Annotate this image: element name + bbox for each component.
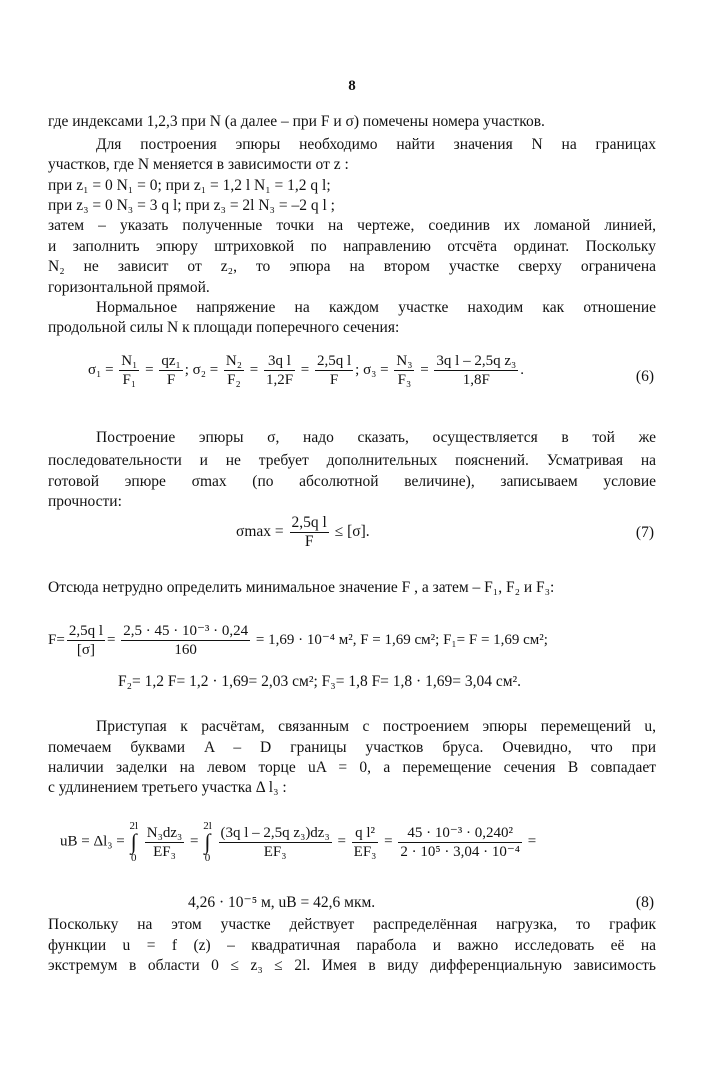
paragraph-line: затем – указать полученные точки на чертеже, соединив их ломаной линией, [48, 217, 656, 234]
paragraph-line: Приступая к расчётам, связанным с построением эпюры перемещений u, [96, 718, 656, 735]
equation-area-line2: F₂= 1,2 F= 1,2 · 1,69= 2,03 см²; F₃= 1,8 F= 1,8 · 1,69= 3,04 см². [118, 673, 522, 690]
paragraph-line: Для построения эпюры необходимо найти значения N на границах [96, 136, 656, 153]
condition-line: при z₃ = 0 N₃ = 3 q l; при z₃ = 2l N₃ = –2 q l ; [48, 197, 335, 214]
paragraph-line: Поскольку на этом участке действует распределённая нагрузка, то график [48, 916, 656, 933]
fraction: $\frac{\text{2,5 · 45 · 10⁻³ · 0,24}}{160}$ [123, 623, 249, 658]
paragraph-line: наличии заделки на левом торце uA = 0, а перемещение сечения В совпадает [48, 759, 656, 776]
paragraph-line: продольной силы N к площади поперечного сечения: [48, 319, 400, 336]
paragraph-line: помечаем буквами A – D границы участков бруса. Очевидно, что при [48, 739, 656, 756]
fraction: $\frac{\text{3q l}}{1,2F}$ [265, 353, 294, 388]
eq-term: σ₁ = [88, 361, 114, 378]
fraction: $\frac{\text{2,5q l}}{[\sigma]}$ [68, 623, 103, 658]
paragraph-line: прочности: [48, 493, 122, 510]
equation-number: (6) [635, 368, 654, 385]
paragraph-line: последовательности и не требует дополнительных пояснений. Усматривая на [48, 452, 656, 469]
condition-line: при z₁ = 0 N₁ = 0; при z₁ = 1,2 l N₁ = 1,2 q l; [48, 177, 331, 194]
eq-term: σ₂ = [192, 361, 219, 378]
fraction: $\frac{\text{N₃dz₃}}{\text{EF₃}}$ [146, 824, 183, 860]
paragraph-line: готовой эпюре σmax (по абсолютной величине), записываем условие [48, 473, 656, 490]
paragraph-line: где индексами 1,2,3 при N (а далее – при F и σ) помечены номера участков. [48, 113, 545, 130]
paragraph-line: N₂ не зависит от z₂, то эпюра на втором участке сверху ограничена [48, 258, 656, 275]
equation-number: (7) [635, 524, 654, 541]
equation-area: F= $\frac{\text{2,5q l}}{[\sigma]}$ = $\frac{\text{2,5 · 45 · 10⁻³ · 0,24}}{160}$ = 1,69 · 10⁻⁴ м², F = 1,69 см²; F₁= F = 1,69 см²; [48, 623, 548, 658]
paragraph-line: с удлинением третьего участка Δ l₃ : [48, 779, 287, 796]
paragraph-line: горизонтальной прямой. [48, 279, 210, 296]
fraction: $\frac{\text{N₃}}{\text{F₃}}$ [396, 353, 413, 388]
integral: 2l ∫ 0 [129, 820, 139, 864]
page-number: 8 [348, 78, 356, 94]
fraction: $\frac{\text{qz₁}}{F}$ [161, 353, 181, 388]
fraction: $\frac{\text{2,5q l}}{F}$ [291, 514, 327, 550]
paragraph-line: Отсюда нетрудно определить минимальное значение F , а затем – F₁, F₂ и F₃: [48, 579, 555, 596]
paragraph-line: участков, где N меняется в зависимости от z : [48, 156, 349, 173]
paragraph-line: функции u = f (z) – квадратичная парабола и важно исследовать её на [48, 937, 656, 954]
fraction: $\frac{\text{N₁}}{\text{F₁}}$ [121, 353, 138, 388]
equation-number: (8) [635, 894, 654, 911]
fraction: $\frac{\text{3q l – 2,5q z₃}}{1,8F}$ [436, 353, 517, 388]
eq-term: σ₃ = [363, 361, 389, 378]
fraction: $\frac{\text{N₂}}{\text{F₂}}$ [225, 353, 242, 388]
paragraph-line: и заполнить эпюру штриховкой по направлению отсчёта ординат. Поскольку [48, 238, 656, 255]
integral: 2l ∫ 0 [203, 820, 212, 864]
equation-8: uB = Δl₃ = 2l ∫ 0 $\frac{\text{N₃dz₃}}{\text{EF₃}}$ = 2l ∫ 0 $\frac{\text{(3q l – 2,5q z₃)dz₃}}{\text{EF₃}}$ = $\frac{\text{q l²}}{\text{EF₃}}$ = $\frac{\text{45 · 10⁻³ · 0,240²}}{\text{2 · 10⁵ · 3,04 · 10⁻⁴}}$ = [60, 820, 537, 864]
fraction: $\frac{\text{2,5q l}}{F}$ [317, 353, 352, 388]
paragraph-line: экстремум в области 0 ≤ z₃ ≤ 2l. Имея в виду дифференциальную зависимость [48, 957, 656, 974]
equation-7: σmax = $\frac{\text{2,5q l}}{F}$ ≤ [σ]. [236, 514, 370, 550]
paragraph-line: Нормальное напряжение на каждом участке находим как отношение [96, 299, 656, 316]
paragraph-line: Построение эпюры σ, надо сказать, осуществляется в той же [96, 429, 656, 446]
fraction: $\frac{\text{(3q l – 2,5q z₃)dz₃}}{\text{EF₃}}$ [220, 824, 330, 860]
fraction: $\frac{\text{q l²}}{\text{EF₃}}$ [353, 824, 377, 860]
equation-6: σ₁ = $\frac{\text{N₁}}{\text{F₁}}$ = $\frac{\text{qz₁}}{F}$ ; σ₂ = $\frac{\text{N₂}}{\text{F₂}}$ = $\frac{\text{3q l}}{1,2F}$ = $\frac{\text{2,5q l}}{F}$ ; σ₃ = $\frac{\text{N₃}}{\text{F₃}}$ = $\frac{\text{3q l – 2,5q z₃}}{1,8F}$ . [88, 353, 524, 388]
equation-8-line2: 4,26 · 10⁻⁵ м, uB = 42,6 мкм. [188, 894, 376, 911]
fraction: $\frac{\text{45 · 10⁻³ · 0,240²}}{\text{2 · 10⁵ · 3,04 · 10⁻⁴}}$ [400, 824, 520, 860]
